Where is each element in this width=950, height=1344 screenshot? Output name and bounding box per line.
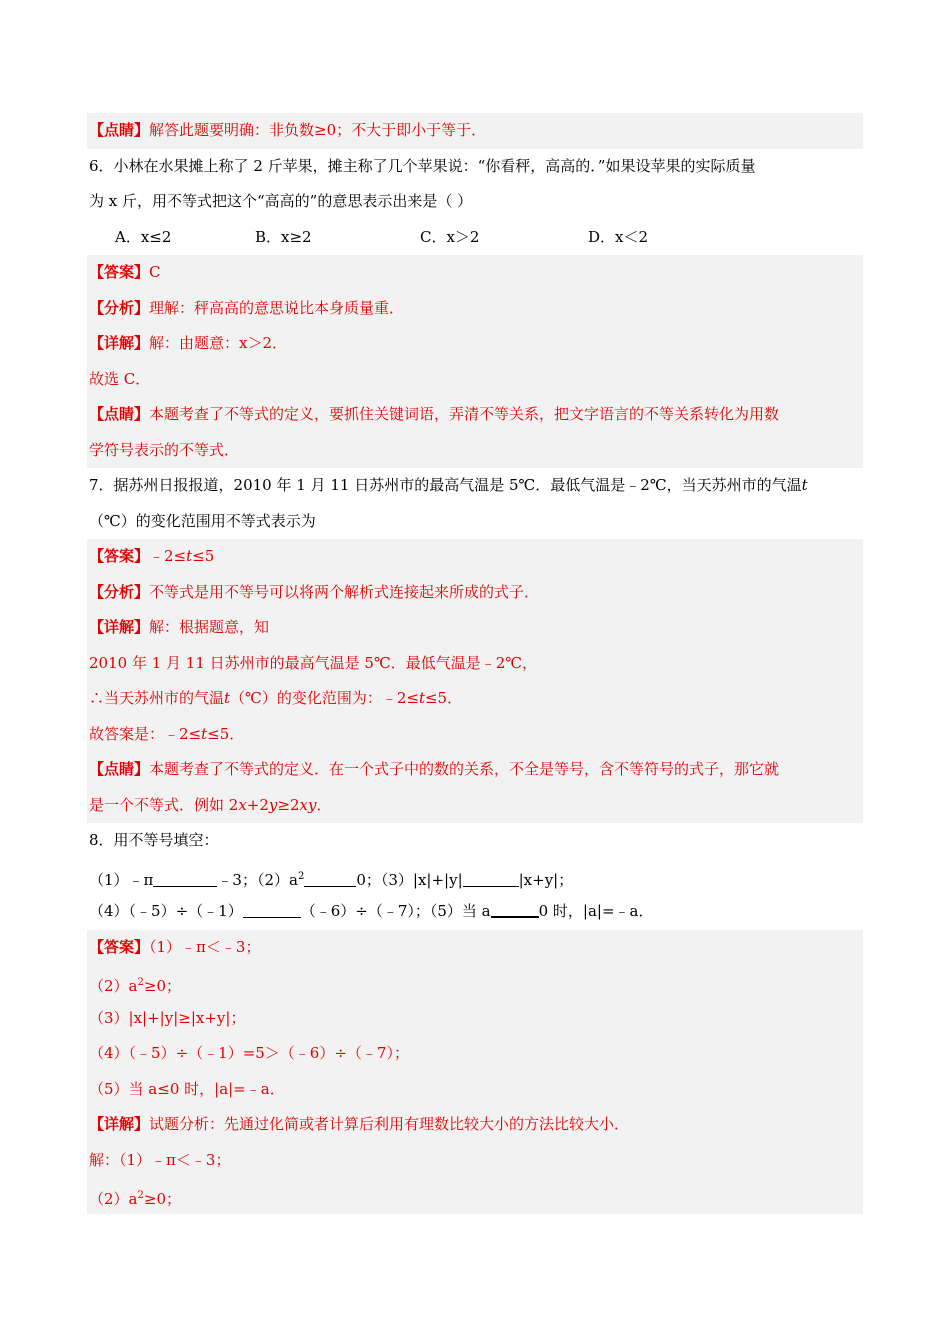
detail-part: ≤5． xyxy=(424,689,463,707)
analysis-text: 不等式是用不等号可以将两个解析式连接起来所成的式子． xyxy=(149,582,540,601)
q7-final-line xyxy=(87,717,863,753)
point-part: +2 xyxy=(246,795,269,814)
detail-text: 试题分析：先通过化简或者计算后利用有理数比较大小的方法比较大小． xyxy=(149,1115,630,1133)
answer-part: ﹣2≤ xyxy=(149,547,187,565)
q8-answer-line2 xyxy=(87,965,863,1001)
q8-stem: 8．用不等号填空： xyxy=(89,831,219,849)
q8-solution-line1: 解：（1）﹣π＜﹣3； xyxy=(87,1143,863,1179)
q6-point-line2: 学符号表示的不等式． xyxy=(87,433,863,469)
final-part: 故答案是：﹣2≤ xyxy=(89,724,202,743)
detail-tag: 【详解】 xyxy=(89,618,150,636)
q8-row2 xyxy=(87,894,863,930)
row-part: 0；（3）|x|+|y| xyxy=(356,870,463,889)
answer-var: t xyxy=(186,547,193,565)
option-d: D．x＜2 xyxy=(588,227,649,246)
q7-stem-line1 xyxy=(87,468,863,504)
detail-part: ∴当天苏州市的气温 xyxy=(89,689,225,707)
analysis-tag: 【分析】 xyxy=(89,298,150,317)
option-c: C．x＞2 xyxy=(420,227,480,246)
row-part: （1）﹣π xyxy=(89,870,154,889)
q7-analysis-line xyxy=(87,575,863,611)
row-part: 0 时，|a|=﹣a． xyxy=(538,902,654,920)
final-part: ≤5． xyxy=(207,724,245,743)
document-content xyxy=(87,113,863,1214)
q8-detail-line xyxy=(87,1107,863,1143)
final-var: t xyxy=(201,724,208,743)
q7-stem-var: t xyxy=(801,476,808,494)
detail-var: t xyxy=(224,689,231,707)
q7-detail-line2: 2010 年 1 月 11 日苏州市的最高气温是 5℃．最低气温是﹣2℃， xyxy=(87,646,863,682)
q8-answer-line5: （5）当 a≤0 时，|a|=﹣a． xyxy=(87,1072,863,1108)
point-text: 解答此题要明确：非负数≥0；不大于即小于等于． xyxy=(149,121,487,139)
q7-answer-line xyxy=(87,539,863,575)
q6-detail-line xyxy=(87,326,863,362)
q6-stem-line1: 6．小林在水果摊上称了 2 斤苹果，摊主称了几个苹果说：“你看秤，高高的．”如果设苹果的实际质量 xyxy=(89,156,756,175)
q7-detail-line3 xyxy=(87,681,863,717)
point-text: 本题考查了不等式的定义，要抓住关键词语，弄清不等关系，把文字语言的不等关系转化为用数 xyxy=(149,405,780,423)
q7-stem-line2: （℃）的变化范围用不等式表示为 xyxy=(89,511,316,530)
q5-point-line xyxy=(87,113,863,149)
point-var: xy xyxy=(299,795,317,814)
q8-row1 xyxy=(87,859,863,895)
q6-choose-line: 故选 C． xyxy=(87,362,863,398)
answer-part: ≤5 xyxy=(192,547,215,565)
detail-part: （℃）的变化范围为：﹣2≤ xyxy=(230,689,419,707)
point-text: 本题考查了不等式的定义．在一个式子中的数的关系，不全是等号，含不等符号的式子，那它就 xyxy=(149,760,780,778)
q8-solution-line2 xyxy=(87,1178,863,1214)
fill-blank[interactable] xyxy=(304,869,356,887)
fill-blank[interactable] xyxy=(243,900,301,918)
q8-answer-line1 xyxy=(87,930,863,966)
q6-stem-line2: 为 x 斤，用不等式把这个“高高的”的意思表示出来是（ ） xyxy=(89,192,473,210)
detail-tag: 【详解】 xyxy=(89,334,150,352)
fill-blank[interactable] xyxy=(463,869,519,887)
point-tag: 【点睛】 xyxy=(89,405,150,423)
q6-point-line1 xyxy=(87,397,863,433)
analysis-text: 理解：秤高高的意思说比本身质量重． xyxy=(149,298,405,317)
q6-analysis-line xyxy=(87,291,863,327)
answer-text: C xyxy=(149,263,161,281)
point-part: ． xyxy=(316,795,332,814)
option-b: B．x≥2 xyxy=(255,227,312,246)
point-part: ≥2 xyxy=(277,795,300,814)
superscript: 2 xyxy=(297,870,305,882)
fill-blank[interactable] xyxy=(153,869,217,887)
solution-part: （2）a xyxy=(89,1190,138,1208)
answer-tag: 【答案】 xyxy=(89,547,150,565)
point-part: 是一个不等式．例如 2 xyxy=(89,795,239,814)
row-part: |x+y|； xyxy=(518,870,574,889)
point-tag: 【点睛】 xyxy=(89,121,150,139)
q6-options xyxy=(87,220,863,256)
point-var: x xyxy=(238,795,247,814)
q8-answer-line3: （3）|x|+|y|≥|x+y|； xyxy=(87,1001,863,1037)
detail-var: t xyxy=(418,689,425,707)
q7-detail-line xyxy=(87,610,863,646)
q7-point-line1 xyxy=(87,752,863,788)
detail-text: 解：由题意：x＞2． xyxy=(149,334,288,352)
analysis-tag: 【分析】 xyxy=(89,582,150,601)
q8-answer-line4: （4）（﹣5）÷（﹣1）=5＞（﹣6）÷（﹣7）； xyxy=(87,1036,863,1072)
superscript: 2 xyxy=(137,1190,144,1201)
q7-point-line2 xyxy=(87,788,863,824)
answer-part: （2）a xyxy=(89,977,138,995)
answer-tag: 【答案】 xyxy=(89,263,150,281)
fill-blank[interactable] xyxy=(491,899,539,918)
row-part: （﹣6）÷（﹣7）；（5）当 a xyxy=(300,902,491,920)
option-a: A．x≤2 xyxy=(115,227,172,246)
answer-text: （1）﹣π＜﹣3； xyxy=(149,937,261,956)
answer-tag: 【答案】 xyxy=(89,937,150,956)
q7-stem-text: 7．据苏州日报报道，2010 年 1 月 11 日苏州市的最高气温是 5℃．最低气温是﹣2℃，当天苏州市的气温 xyxy=(89,476,802,494)
solution-part: ≥0； xyxy=(143,1190,181,1208)
answer-part: ≥0； xyxy=(143,977,181,995)
point-var: y xyxy=(268,795,278,814)
point-tag: 【点睛】 xyxy=(89,760,150,778)
detail-tag: 【详解】 xyxy=(89,1115,150,1133)
row-part: ﹣3；（2）a xyxy=(217,870,298,889)
detail-text: 解：根据题意，知 xyxy=(149,618,270,636)
q6-answer-line xyxy=(87,255,863,291)
row-part: （4）（﹣5）÷（﹣1） xyxy=(89,902,243,920)
superscript: 2 xyxy=(137,977,144,988)
